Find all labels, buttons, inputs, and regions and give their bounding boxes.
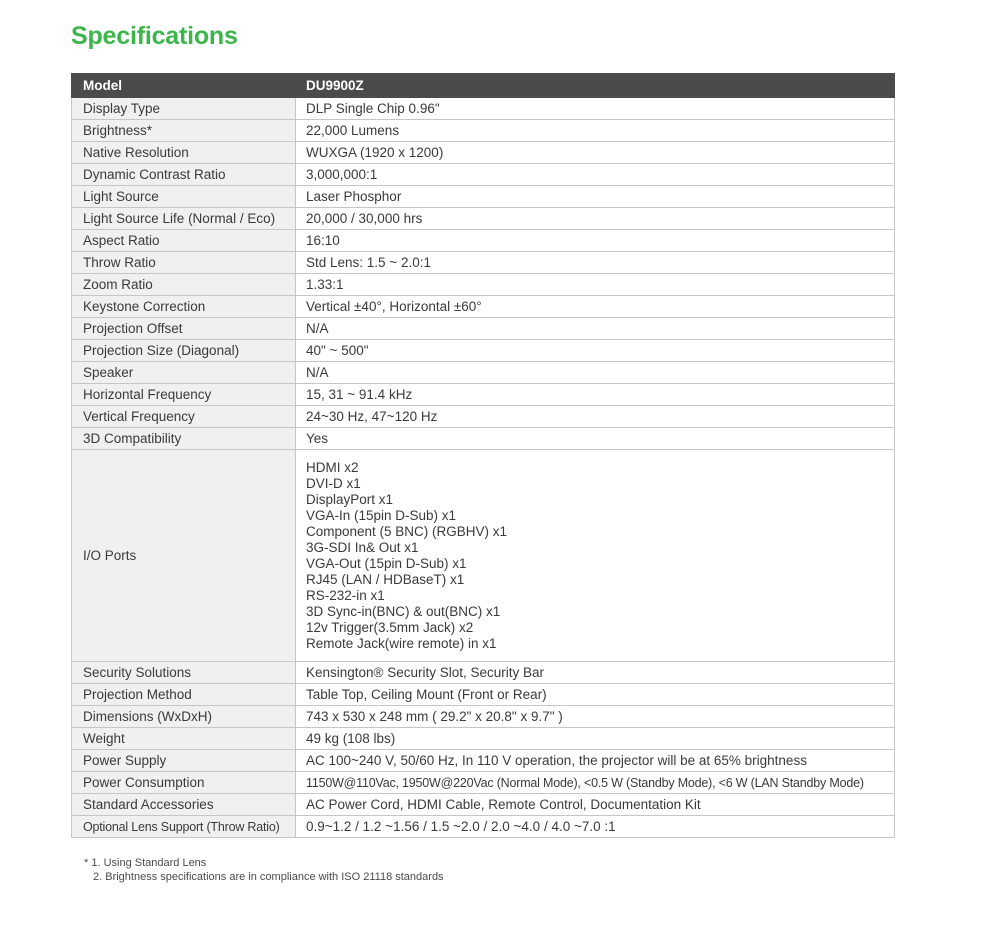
- io-port-item: DVI-D x1: [306, 475, 361, 491]
- table-row: [72, 384, 895, 406]
- row-label: Speaker: [72, 362, 296, 384]
- row-value: 40" ~ 500": [296, 340, 895, 362]
- row-value: 49 kg (108 lbs): [296, 728, 895, 750]
- row-label: Zoom Ratio: [72, 274, 296, 296]
- table-row: [72, 120, 895, 142]
- table-row: [72, 750, 895, 772]
- row-value: AC 100~240 V, 50/60 Hz, In 110 V operation, the projector will be at 65% brightness: [296, 750, 895, 772]
- row-label: Power Consumption: [72, 772, 296, 794]
- io-port-item: 12v Trigger(3.5mm Jack) x2: [306, 619, 474, 635]
- io-port-item: VGA-Out (15pin D-Sub) x1: [306, 555, 467, 571]
- row-label: Dimensions (WxDxH): [72, 706, 296, 728]
- row-value: 22,000 Lumens: [296, 120, 895, 142]
- row-value: 16:10: [296, 230, 895, 252]
- table-row: [72, 230, 895, 252]
- row-value: Laser Phosphor: [296, 186, 895, 208]
- row-label: Horizontal Frequency: [72, 384, 296, 406]
- io-ports-list: [306, 460, 894, 652]
- header-label: Model: [72, 74, 296, 98]
- row-value: 0.9~1.2 / 1.2 ~1.56 / 1.5 ~2.0 / 2.0 ~4.0 / 4.0 ~7.0 :1: [296, 816, 895, 838]
- footnotes: [84, 857, 444, 884]
- row-label: Projection Method: [72, 684, 296, 706]
- header-model-value: DU9900Z: [296, 74, 895, 98]
- row-label: Light Source: [72, 186, 296, 208]
- table-row: [72, 274, 895, 296]
- io-port-item: RJ45 (LAN / HDBaseT) x1: [306, 571, 465, 587]
- io-port-item: 3G-SDI In& Out x1: [306, 539, 419, 555]
- row-value: 24~30 Hz, 47~120 Hz: [296, 406, 895, 428]
- row-label: Throw Ratio: [72, 252, 296, 274]
- row-value: AC Power Cord, HDMI Cable, Remote Control, Documentation Kit: [296, 794, 895, 816]
- table-row: [72, 142, 895, 164]
- row-label: Projection Offset: [72, 318, 296, 340]
- table-row: [72, 428, 895, 450]
- page-title: Specifications: [71, 22, 238, 50]
- table-row: [72, 252, 895, 274]
- io-port-item: 3D Sync-in(BNC) & out(BNC) x1: [306, 603, 501, 619]
- table-row: [72, 164, 895, 186]
- row-value: Std Lens: 1.5 ~ 2.0:1: [296, 252, 895, 274]
- table-row: [72, 296, 895, 318]
- table-row: [72, 208, 895, 230]
- row-value: WUXGA (1920 x 1200): [296, 142, 895, 164]
- row-label: Power Supply: [72, 750, 296, 772]
- row-label: Aspect Ratio: [72, 230, 296, 252]
- row-value: 15, 31 ~ 91.4 kHz: [296, 384, 895, 406]
- row-value: Yes: [296, 428, 895, 450]
- row-label: Optional Lens Support (Throw Ratio): [72, 816, 296, 838]
- row-value: N/A: [296, 318, 895, 340]
- row-value: DLP Single Chip 0.96": [296, 98, 895, 120]
- row-value: 3,000,000:1: [296, 164, 895, 186]
- table-row: [72, 816, 895, 838]
- row-label: 3D Compatibility: [72, 428, 296, 450]
- io-port-item: DisplayPort x1: [306, 491, 394, 507]
- footnote-1: * 1. Using Standard Lens: [84, 857, 207, 869]
- table-row: [72, 362, 895, 384]
- io-ports-label: I/O Ports: [72, 450, 296, 662]
- io-port-item: HDMI x2: [306, 459, 359, 475]
- table-row: [72, 684, 895, 706]
- row-label: Keystone Correction: [72, 296, 296, 318]
- row-label: Standard Accessories: [72, 794, 296, 816]
- io-port-item: VGA-In (15pin D-Sub) x1: [306, 507, 457, 523]
- row-label: Display Type: [72, 98, 296, 120]
- table-row: [72, 772, 895, 794]
- row-value: 1150W@110Vac, 1950W@220Vac (Normal Mode), <0.5 W (Standby Mode), <6 W (LAN Standby Mode): [296, 772, 895, 794]
- table-row: [72, 794, 895, 816]
- table-header-row: [72, 74, 895, 98]
- io-ports-row: [72, 450, 895, 662]
- row-value: N/A: [296, 362, 895, 384]
- io-ports-value: [296, 450, 895, 662]
- row-value: Vertical ±40°, Horizontal ±60°: [296, 296, 895, 318]
- table-row: [72, 186, 895, 208]
- table-row: [72, 98, 895, 120]
- row-label: Weight: [72, 728, 296, 750]
- row-value: Kensington® Security Slot, Security Bar: [296, 662, 895, 684]
- row-value: 20,000 / 30,000 hrs: [296, 208, 895, 230]
- row-label: Security Solutions: [72, 662, 296, 684]
- row-value: Table Top, Ceiling Mount (Front or Rear): [296, 684, 895, 706]
- row-value: 743 x 530 x 248 mm ( 29.2" x 20.8" x 9.7" ): [296, 706, 895, 728]
- row-label: Projection Size (Diagonal): [72, 340, 296, 362]
- table-row: [72, 318, 895, 340]
- row-label: Native Resolution: [72, 142, 296, 164]
- row-label: Vertical Frequency: [72, 406, 296, 428]
- row-label: Light Source Life (Normal / Eco): [72, 208, 296, 230]
- row-value: 1.33:1: [296, 274, 895, 296]
- table-row: [72, 340, 895, 362]
- row-label: Dynamic Contrast Ratio: [72, 164, 296, 186]
- table-row: [72, 728, 895, 750]
- row-label: Brightness*: [72, 120, 296, 142]
- table-row: [72, 406, 895, 428]
- specifications-table: [71, 73, 895, 838]
- table-row: [72, 706, 895, 728]
- io-port-item: RS-232-in x1: [306, 587, 385, 603]
- io-port-item: Component (5 BNC) (RGBHV) x1: [306, 523, 508, 539]
- footnote-2: 2. Brightness specifications are in compliance with ISO 21118 standards: [93, 870, 444, 883]
- table-row: [72, 662, 895, 684]
- io-port-item: Remote Jack(wire remote) in x1: [306, 635, 497, 651]
